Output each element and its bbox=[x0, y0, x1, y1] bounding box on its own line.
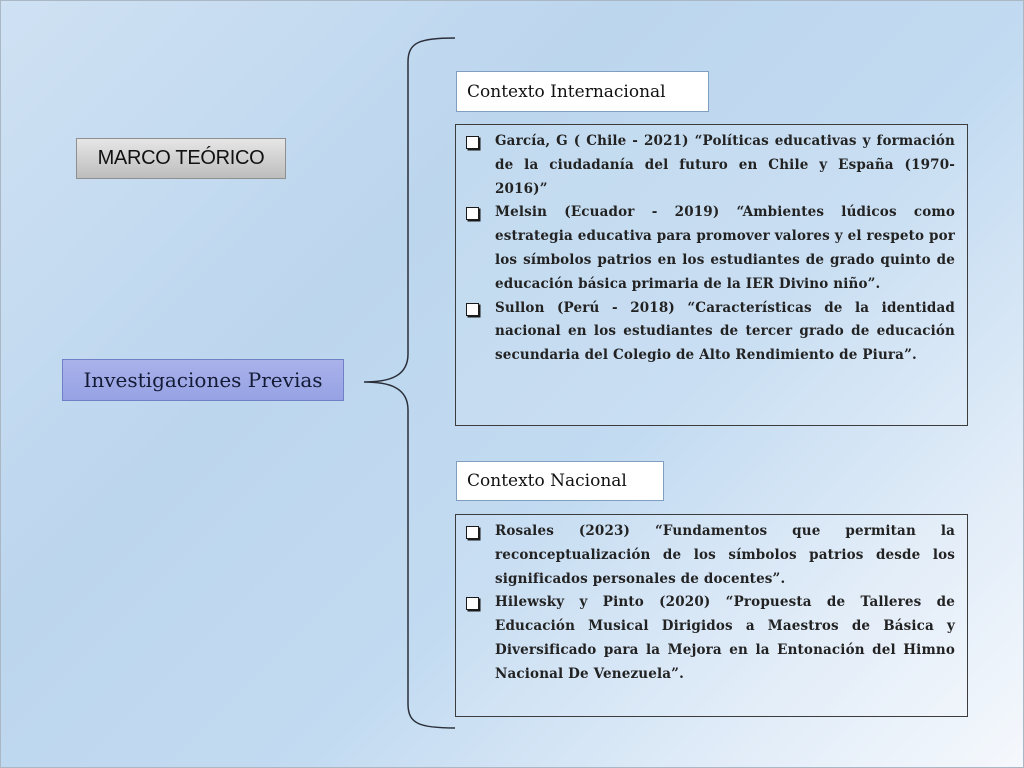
checkbox-bullet-icon bbox=[466, 303, 479, 316]
checkbox-bullet-icon bbox=[466, 526, 479, 539]
reference-text: García, G ( Chile - 2021) “Políticas educativas y formación de la ciudadanía del futuro en Chile y España (1970- 2016)” bbox=[495, 133, 955, 197]
contexto-internacional-box bbox=[455, 124, 968, 426]
reference-text: Sullon (Perú - 2018) “Características de la identidad nacional en los estudiantes de tercer grado de educación secundaria del Colegio de Alto Rendimiento de Piura”. bbox=[495, 299, 955, 364]
marco-teorico-title: MARCO TEÓRICO bbox=[76, 138, 286, 179]
nacional-list bbox=[466, 520, 955, 687]
list-item bbox=[466, 591, 955, 686]
reference-text: Hilewsky y Pinto (2020) “Propuesta de Talleres de Educación Musical Dirigidos a Maestros de Básica y Diversificado para la Mejora en la Entonación del Himno Nacional De Venezuela”. bbox=[495, 594, 955, 682]
contexto-internacional-label: Contexto Internacional bbox=[456, 71, 709, 112]
contexto-nacional-box bbox=[455, 514, 968, 717]
list-item bbox=[466, 130, 955, 201]
checkbox-bullet-icon bbox=[466, 136, 479, 149]
reference-text: Melsin (Ecuador - 2019) “Ambientes lúdicos como estrategia educativa para promover valores y el respeto por los símbolos patrios en los estudiantes de grado quinto de educación básica primaria de la IER Divino niño”. bbox=[495, 204, 955, 292]
list-item bbox=[466, 201, 955, 296]
reference-text: Rosales (2023) “Fundamentos que permitan la reconceptualización de los símbolos patrios desde los significados personales de docentes”. bbox=[495, 523, 955, 587]
checkbox-bullet-icon bbox=[466, 207, 479, 220]
investigaciones-previas-node: Investigaciones Previas bbox=[62, 359, 344, 401]
internacional-list bbox=[466, 130, 955, 368]
contexto-nacional-label: Contexto Nacional bbox=[456, 461, 664, 501]
list-item bbox=[466, 520, 955, 591]
checkbox-bullet-icon bbox=[466, 597, 479, 610]
list-item bbox=[466, 297, 955, 368]
curly-brace-connector bbox=[360, 36, 460, 736]
